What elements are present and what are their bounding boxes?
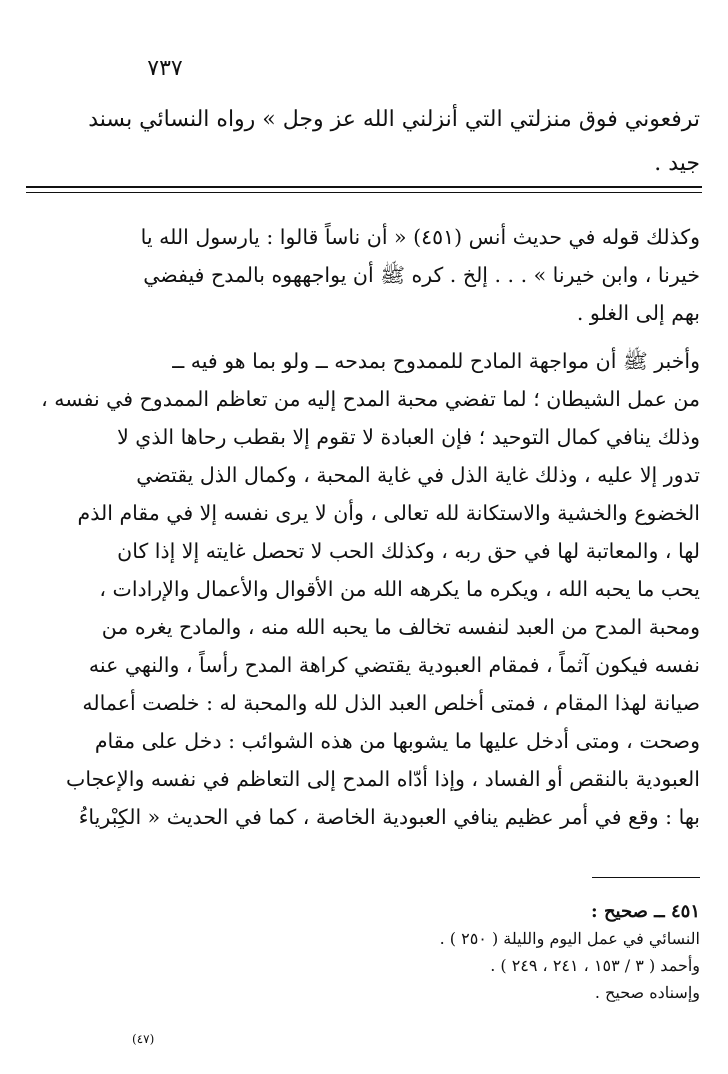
text-line: وكذلك قوله في حديث أنس (٤٥١) « أن ناساً قالوا : يارسول الله يا [140, 225, 700, 249]
footnote-line: النسائي في عمل اليوم والليلة ( ٢٥٠ ) . [439, 929, 700, 948]
footnote-divider [592, 877, 700, 878]
text-line: نفسه فيكون آثماً ، فمقام العبودية يقتضي كراهة المدح رأساً ، والنهي عنه [88, 653, 700, 677]
text-line: وأخبر ﷺ أن مواجهة المادح للممدوح بمدحه ــ ولو بما هو فيه ــ [172, 349, 700, 373]
text-line: ترفعوني فوق منزلتي التي أنزلني الله عز وجل » رواه النسائي بسند [88, 107, 700, 132]
text-line: جيد . [654, 151, 700, 176]
text-line: بهم إلى الغلو . [576, 301, 700, 325]
section-divider [26, 186, 702, 193]
main-text [25, 218, 700, 836]
signature-mark: (٤٧) [132, 1032, 155, 1046]
footnotes [200, 898, 700, 1006]
text-line: وصحت ، ومتى أدخل عليها ما يشوبها من هذه الشوائب : دخل على مقام [94, 729, 700, 753]
footnote-line: وأحمد ( ٣ / ١٥٣ ، ٢٤١ ، ٢٤٩ ) . [490, 956, 700, 975]
text-line: بها : وقع في أمر عظيم ينافي العبودية الخاصة ، كما في الحديث « الكِبْرياءُ [78, 805, 700, 829]
text-line: صيانة لهذا المقام ، فمتى أخلص العبد الذل لله والمحبة له : خلصت أعماله [82, 691, 700, 715]
text-line: الخضوع والخشية والاستكانة لله تعالى ، وأن لا يرى نفسه إلا في مقام الذم [77, 501, 700, 525]
footnote-line: وإسناده صحيح . [594, 983, 700, 1002]
page-number: ٧٣٧ [147, 56, 183, 81]
text-line: العبودية بالنقص أو الفساد ، وإذا أدّاه المدح إلى التعاظم في نفسه والإعجاب [66, 767, 700, 791]
text-line: من عمل الشيطان ؛ لما تفضي محبة المدح إليه من تعاظم الممدوح في نفسه ، [41, 387, 700, 411]
text-line: وذلك ينافي كمال التوحيد ؛ فإن العبادة لا تقوم إلا بقطب رحاها الذي لا [117, 425, 700, 449]
text-line: لها ، والمعاتبة لها في حق ربه ، وكذلك الحب لا تحصل غايته إلا إذا كان [117, 539, 700, 563]
text-line: تدور إلا عليه ، وذلك غاية الذل في غاية المحبة ، وكمال الذل يقتضي [136, 463, 700, 487]
paragraph-gap [25, 332, 700, 342]
text-line: خيرنا ، وابن خيرنا » . . . إلخ . كره ﷺ أن يواجههوه بالمدح فيفضي [143, 263, 700, 287]
footnote-heading: ٤٥١ ــ صحيح : [591, 901, 700, 922]
text-line: ومحبة المدح من العبد لنفسه تخالف ما يحبه الله منه ، والمادح يغره من [101, 615, 700, 639]
top-paragraph [25, 98, 700, 186]
text-line: يحب ما يحبه الله ، ويكره ما يكرهه الله من الأقوال والأعمال والإرادات ، [99, 577, 700, 601]
